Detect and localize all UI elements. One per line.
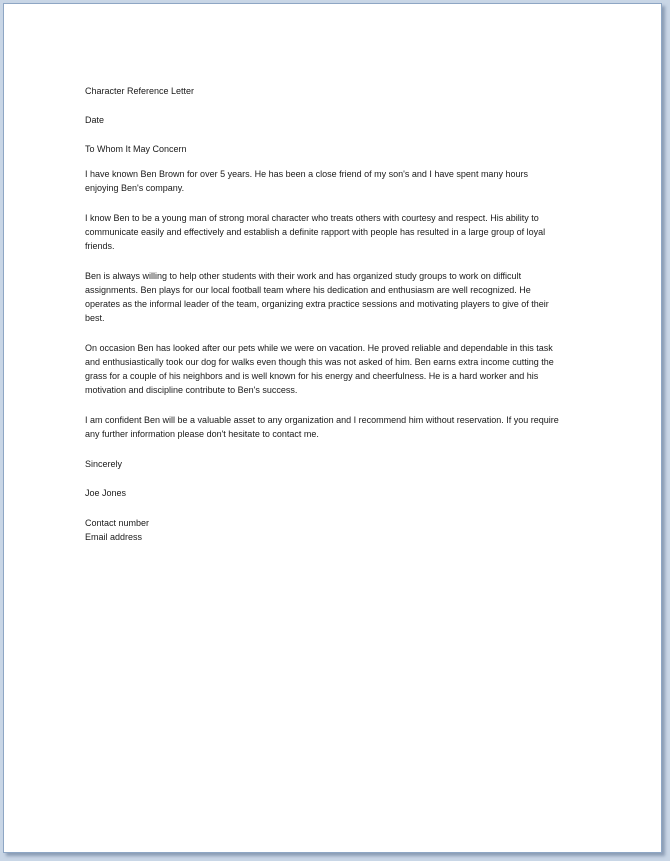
paragraph-reliability: On occasion Ben has looked after our pets while we were on vacation. He proved reliable and dependable in this task and enthusiastically took our dog for walks even though this was not asked of him. Ben earns extra income cutting the grass for a couple of his neighbors and is well known for his energy and cheerfulness. He is a hard worker and his motivation and discipline contribute to Ben's success. <box>85 343 554 395</box>
contact-number: Contact number <box>85 518 150 528</box>
letter-title: Character Reference Letter <box>85 86 195 96</box>
document-page <box>3 3 662 853</box>
paragraph-character: I know Ben to be a young man of strong moral character who treats others with courtesy and respect. His ability to communicate easily and effectively and establish a definite rapport with people has resulted in a large group of loyal friends. <box>85 213 546 251</box>
email-address: Email address <box>85 532 143 542</box>
paragraph-leadership: Ben is always willing to help other students with their work and has organized study groups to work on difficult assignments. Ben plays for our local football team where his dedication and enthusiasm are well recognized. He operates as the informal leader of the team, organizing extra practice sessions and motivating players to give of their best. <box>85 271 549 323</box>
letter-body <box>85 84 563 544</box>
signer-name: Joe Jones <box>85 488 127 498</box>
letter-salutation: To Whom It May Concern <box>85 144 187 154</box>
letter-date: Date <box>85 115 105 125</box>
paragraph-recommendation: I am confident Ben will be a valuable asset to any organization and I recommend him without reservation. If you require any further information please don't hesitate to contact me. <box>85 415 559 439</box>
paragraph-acquaintance: I have known Ben Brown for over 5 years. He has been a close friend of my son's and I have spent many hours enjoying Ben's company. <box>85 169 528 193</box>
letter-closing: Sincerely <box>85 459 123 469</box>
